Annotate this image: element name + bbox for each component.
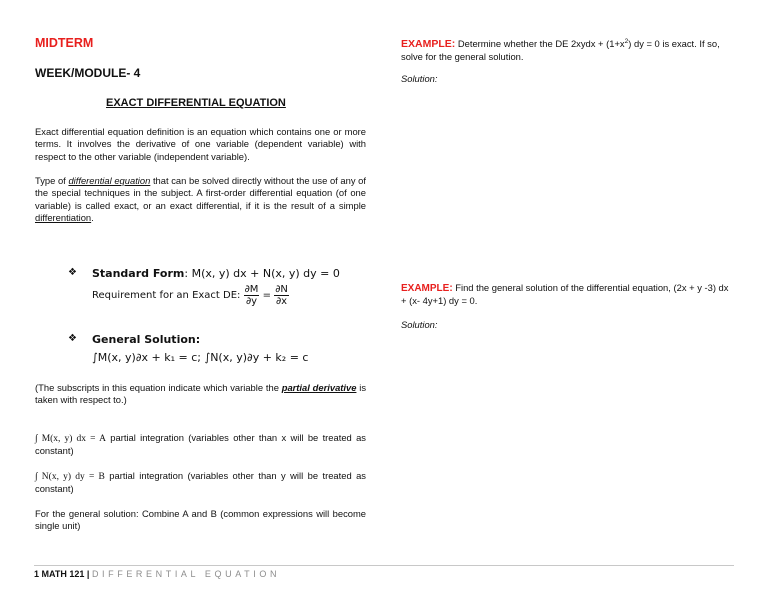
general-solution-label: General Solution: <box>92 333 201 346</box>
standard-form-line <box>92 267 340 280</box>
p2-text-c: . <box>91 212 94 224</box>
frac-den-right: ∂x <box>275 296 288 307</box>
page-number: 1 <box>34 569 40 579</box>
link-differential-equation[interactable]: differential equation <box>68 175 151 186</box>
integral-m-equation: ∫ M(x, y) dx = A <box>35 434 106 444</box>
frac-den-left: ∂y <box>245 296 258 307</box>
paragraph-subscripts <box>35 382 366 407</box>
example-2-text: Find the general solution of the differential equation, (2x + y -3) dx + (x- 4y+1) dy = 0. <box>401 282 729 307</box>
general-solution-equation: ∫M(x, y)∂x + k₁ = c; ∫N(x, y)∂y + k₂ = c <box>92 351 309 364</box>
requirement-line <box>92 284 289 307</box>
link-partial-derivative[interactable]: partial derivative <box>281 382 357 393</box>
standard-form-label: Standard Form <box>92 267 185 280</box>
link-differentiation[interactable]: differentiation <box>35 212 92 224</box>
requirement-label: Requirement for an Exact DE: <box>92 290 241 301</box>
example-2-solution-label: Solution: <box>401 319 438 330</box>
example-1 <box>401 36 736 63</box>
partial-integration-x <box>35 432 366 458</box>
footer-separator: | <box>86 569 90 579</box>
midterm-heading: MIDTERM <box>35 36 94 50</box>
fraction-dn-dx <box>274 284 289 307</box>
p2-text-a: Type of <box>35 175 69 186</box>
page-footer <box>34 569 280 579</box>
example-1-label: EXAMPLE: <box>401 38 456 51</box>
example-1-text-a: Determine whether the DE 2xydx + (1+x <box>455 38 625 50</box>
integral-m-text: partial integration (variables other than x will be treated as constant) <box>35 432 366 457</box>
section-title: EXACT DIFFERENTIAL EQUATION <box>106 97 286 109</box>
frac-num-right: ∂N <box>275 284 288 295</box>
footer-course: MATH 121 <box>41 569 85 579</box>
example-1-superscript: 2 <box>624 38 629 45</box>
formula-block <box>64 262 354 380</box>
paragraph-general-solution: For the general solution: Combine A and B (common expressions will become single unit) <box>35 508 366 532</box>
p2-text-b: that can be solved directly without the use of any of the special techniques in the subject. A first-order differential equation (of one variable) is called exact, or an exact differential, if it is the result of a simple <box>35 175 366 211</box>
example-1-text-b: ) dy = 0 is exact. If so, solve for the general solution. <box>401 38 720 62</box>
requirement-equals: = <box>262 290 271 301</box>
p3-text-a: (The subscripts in this equation indicate which variable the <box>35 382 282 393</box>
integral-n-equation: ∫ N(x, y) dy = B <box>35 472 105 482</box>
fraction-dm-dy <box>244 284 260 307</box>
p3-text-b: is taken with respect to.) <box>35 382 367 406</box>
example-2 <box>401 282 736 308</box>
week-module-heading: WEEK/MODULE- 4 <box>35 66 141 80</box>
bullet-diamond-icon: ❖ <box>68 267 77 278</box>
frac-num-left: ∂M <box>244 284 259 295</box>
example-2-label: EXAMPLE: <box>401 283 453 294</box>
bullet-diamond-icon: ❖ <box>68 333 77 344</box>
paragraph-type <box>35 175 366 225</box>
footer-divider <box>34 565 734 566</box>
partial-integration-y <box>35 470 366 496</box>
integral-n-text: partial integration (variables other than y will be treated as constant) <box>35 470 366 495</box>
standard-form-equation: : M(x, y) dx + N(x, y) dy = 0 <box>184 267 340 280</box>
footer-subject: DIFFERENTIAL EQUATION <box>91 569 281 579</box>
paragraph-definition: Exact differential equation definition is an equation which contains one or more terms. It involves the derivative of one variable (dependent variable) with respect to the other variable (independent variable). <box>35 126 366 162</box>
example-1-solution-label: Solution: <box>401 73 438 84</box>
